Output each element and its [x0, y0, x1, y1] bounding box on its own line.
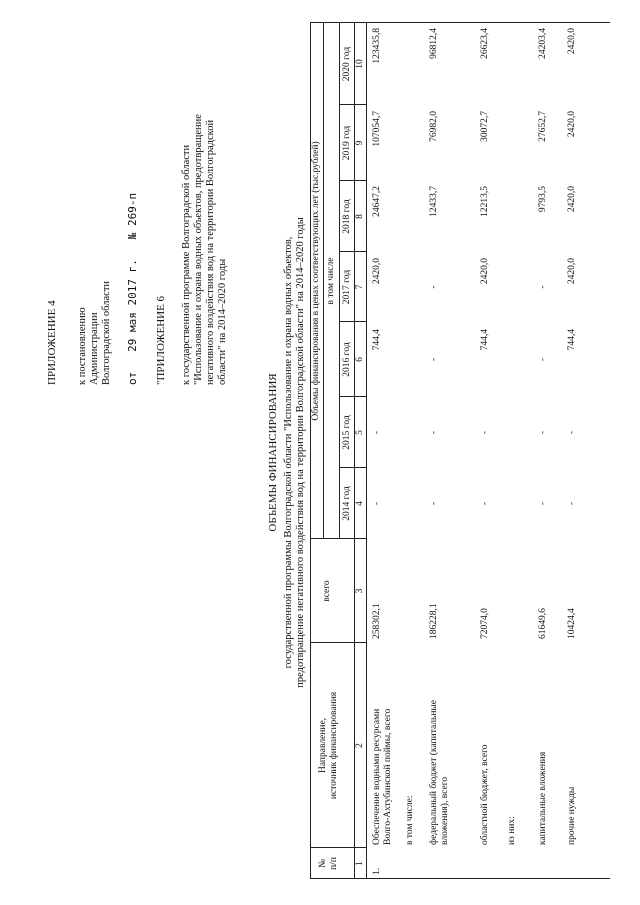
header-year: 2019 год [342, 125, 352, 161]
row-value: - [538, 501, 548, 506]
heading-subtitle-1: государственной программы Волгоградской области "Использование и охрана водных объектов, [283, 236, 294, 669]
row-label: Обеспечение водными ресурсами [372, 708, 382, 845]
row-value: - [567, 430, 577, 435]
header-direction-1: Направление, [318, 717, 328, 774]
header-total: всего [322, 580, 332, 602]
row-value: - [567, 501, 577, 506]
row-value: - [538, 430, 548, 435]
row-value: - [429, 285, 439, 289]
row-total: 72074,0 [480, 608, 490, 639]
number-value: 269-п [126, 192, 139, 227]
row-value: - [372, 501, 382, 506]
row-label: областной бюджет, всего [480, 744, 490, 845]
row-label: из них: [507, 816, 517, 845]
header-volumes: Объемы финансирования в ценах соответствующих лет (тыс.рублей) [311, 141, 321, 421]
appendix6-title: "ПРИЛОЖЕНИЕ 6 [155, 295, 167, 385]
header-num: № [318, 858, 328, 869]
row-total: 258302,1 [372, 603, 382, 639]
row-value: 2420,0 [567, 28, 577, 55]
appendix-line-1: к постановлению [77, 307, 88, 385]
header-direction-2: источник финансирования [329, 691, 339, 800]
row-label: прочие нужды [567, 786, 577, 845]
number-prefix: № [126, 232, 139, 240]
row-value: - [480, 430, 490, 435]
row-value: 12213,5 [480, 186, 490, 217]
colnum: 3 [355, 588, 365, 594]
appendix6-line-4: области" на 2014–2020 годы [217, 258, 228, 385]
row-value: - [538, 285, 548, 289]
row-value: 30072,7 [480, 111, 490, 142]
row-value: 76982,0 [429, 111, 439, 142]
header-year: 2017 год [342, 269, 352, 305]
row-value: 744,4 [480, 329, 490, 351]
row-value: 2420,0 [567, 258, 577, 285]
header-year: 2015 год [342, 415, 352, 450]
appendix6-line-3: негативного воздействия вод на территории Волгоградской [205, 119, 216, 385]
row-value: 27652,7 [538, 111, 548, 142]
date-prefix: от [126, 371, 139, 385]
appendix-date-line [127, 193, 139, 385]
row-value: 744,4 [567, 329, 577, 351]
heading-subtitle-2: предотвращение негативного воздействия вод на территории Волгоградской области" на 2014–2020 годы [295, 217, 306, 688]
colnum: 2 [355, 743, 365, 748]
row-value: - [480, 501, 490, 506]
heading-title: ОБЪЕМЫ ФИНАНСИРОВАНИЯ [267, 373, 279, 532]
colnum: 7 [355, 284, 365, 290]
row-value: 26623,4 [480, 28, 490, 59]
row-label-2: вложения), всего [440, 776, 450, 845]
row-value: - [429, 430, 439, 435]
row-label: федеральный бюджет (капитальные [429, 699, 439, 845]
header-year: 2018 год [342, 199, 352, 234]
row-value: 2420,0 [480, 258, 490, 285]
row-value: 24203,4 [538, 28, 548, 59]
colnum: 6 [355, 357, 365, 362]
row-value: 2420,0 [372, 258, 382, 285]
row-value: 24647,2 [372, 186, 382, 217]
row-label: в том числе: [405, 795, 415, 845]
header-year: 2020 год [342, 46, 352, 82]
appendix-title: ПРИЛОЖЕНИЕ 4 [46, 300, 58, 385]
colnum: 8 [355, 214, 365, 219]
row-value: 9793,5 [538, 186, 548, 213]
appendix6-line-2: "Использование и охрана водных объектов, предотвращение [193, 114, 204, 385]
row-total: 10424,4 [567, 608, 577, 639]
row-value: - [538, 357, 548, 362]
row-value: - [372, 430, 382, 435]
row-value: 744,4 [372, 329, 382, 351]
row-label-2: Волго-Ахтубинской поймы, всего [383, 708, 393, 845]
appendix-line-3: Волгоградской области [101, 280, 112, 385]
row-value: 107054,7 [372, 111, 382, 147]
header-year: 2016 год [342, 342, 352, 377]
colnum: 10 [355, 59, 365, 69]
header-num-2: п/п [329, 857, 339, 870]
header-year: 2014 год [342, 486, 352, 521]
colnum: 4 [355, 501, 365, 506]
appendix6-line-1: к государственной программе Волгоградской области [181, 144, 192, 385]
date-value: 29 мая 2017 г. [126, 259, 139, 352]
row-total: 61649,6 [538, 608, 548, 639]
row-num: 1. [372, 867, 382, 875]
appendix-line-2: Администрации [89, 312, 100, 385]
row-value: 12433,7 [429, 186, 439, 217]
row-value: 123435,8 [372, 28, 382, 64]
colnum: 1 [355, 861, 365, 866]
row-value: 96812,4 [429, 28, 439, 59]
row-value: - [429, 357, 439, 362]
colnum: 5 [355, 430, 365, 435]
row-label: капитальные вложения [538, 751, 548, 845]
row-value: 2420,0 [567, 111, 577, 138]
row-total: 186228,1 [429, 603, 439, 639]
header-incl: в том числе [326, 257, 336, 305]
colnum: 9 [355, 140, 365, 146]
row-value: 2420,0 [567, 186, 577, 213]
row-value: - [429, 501, 439, 506]
